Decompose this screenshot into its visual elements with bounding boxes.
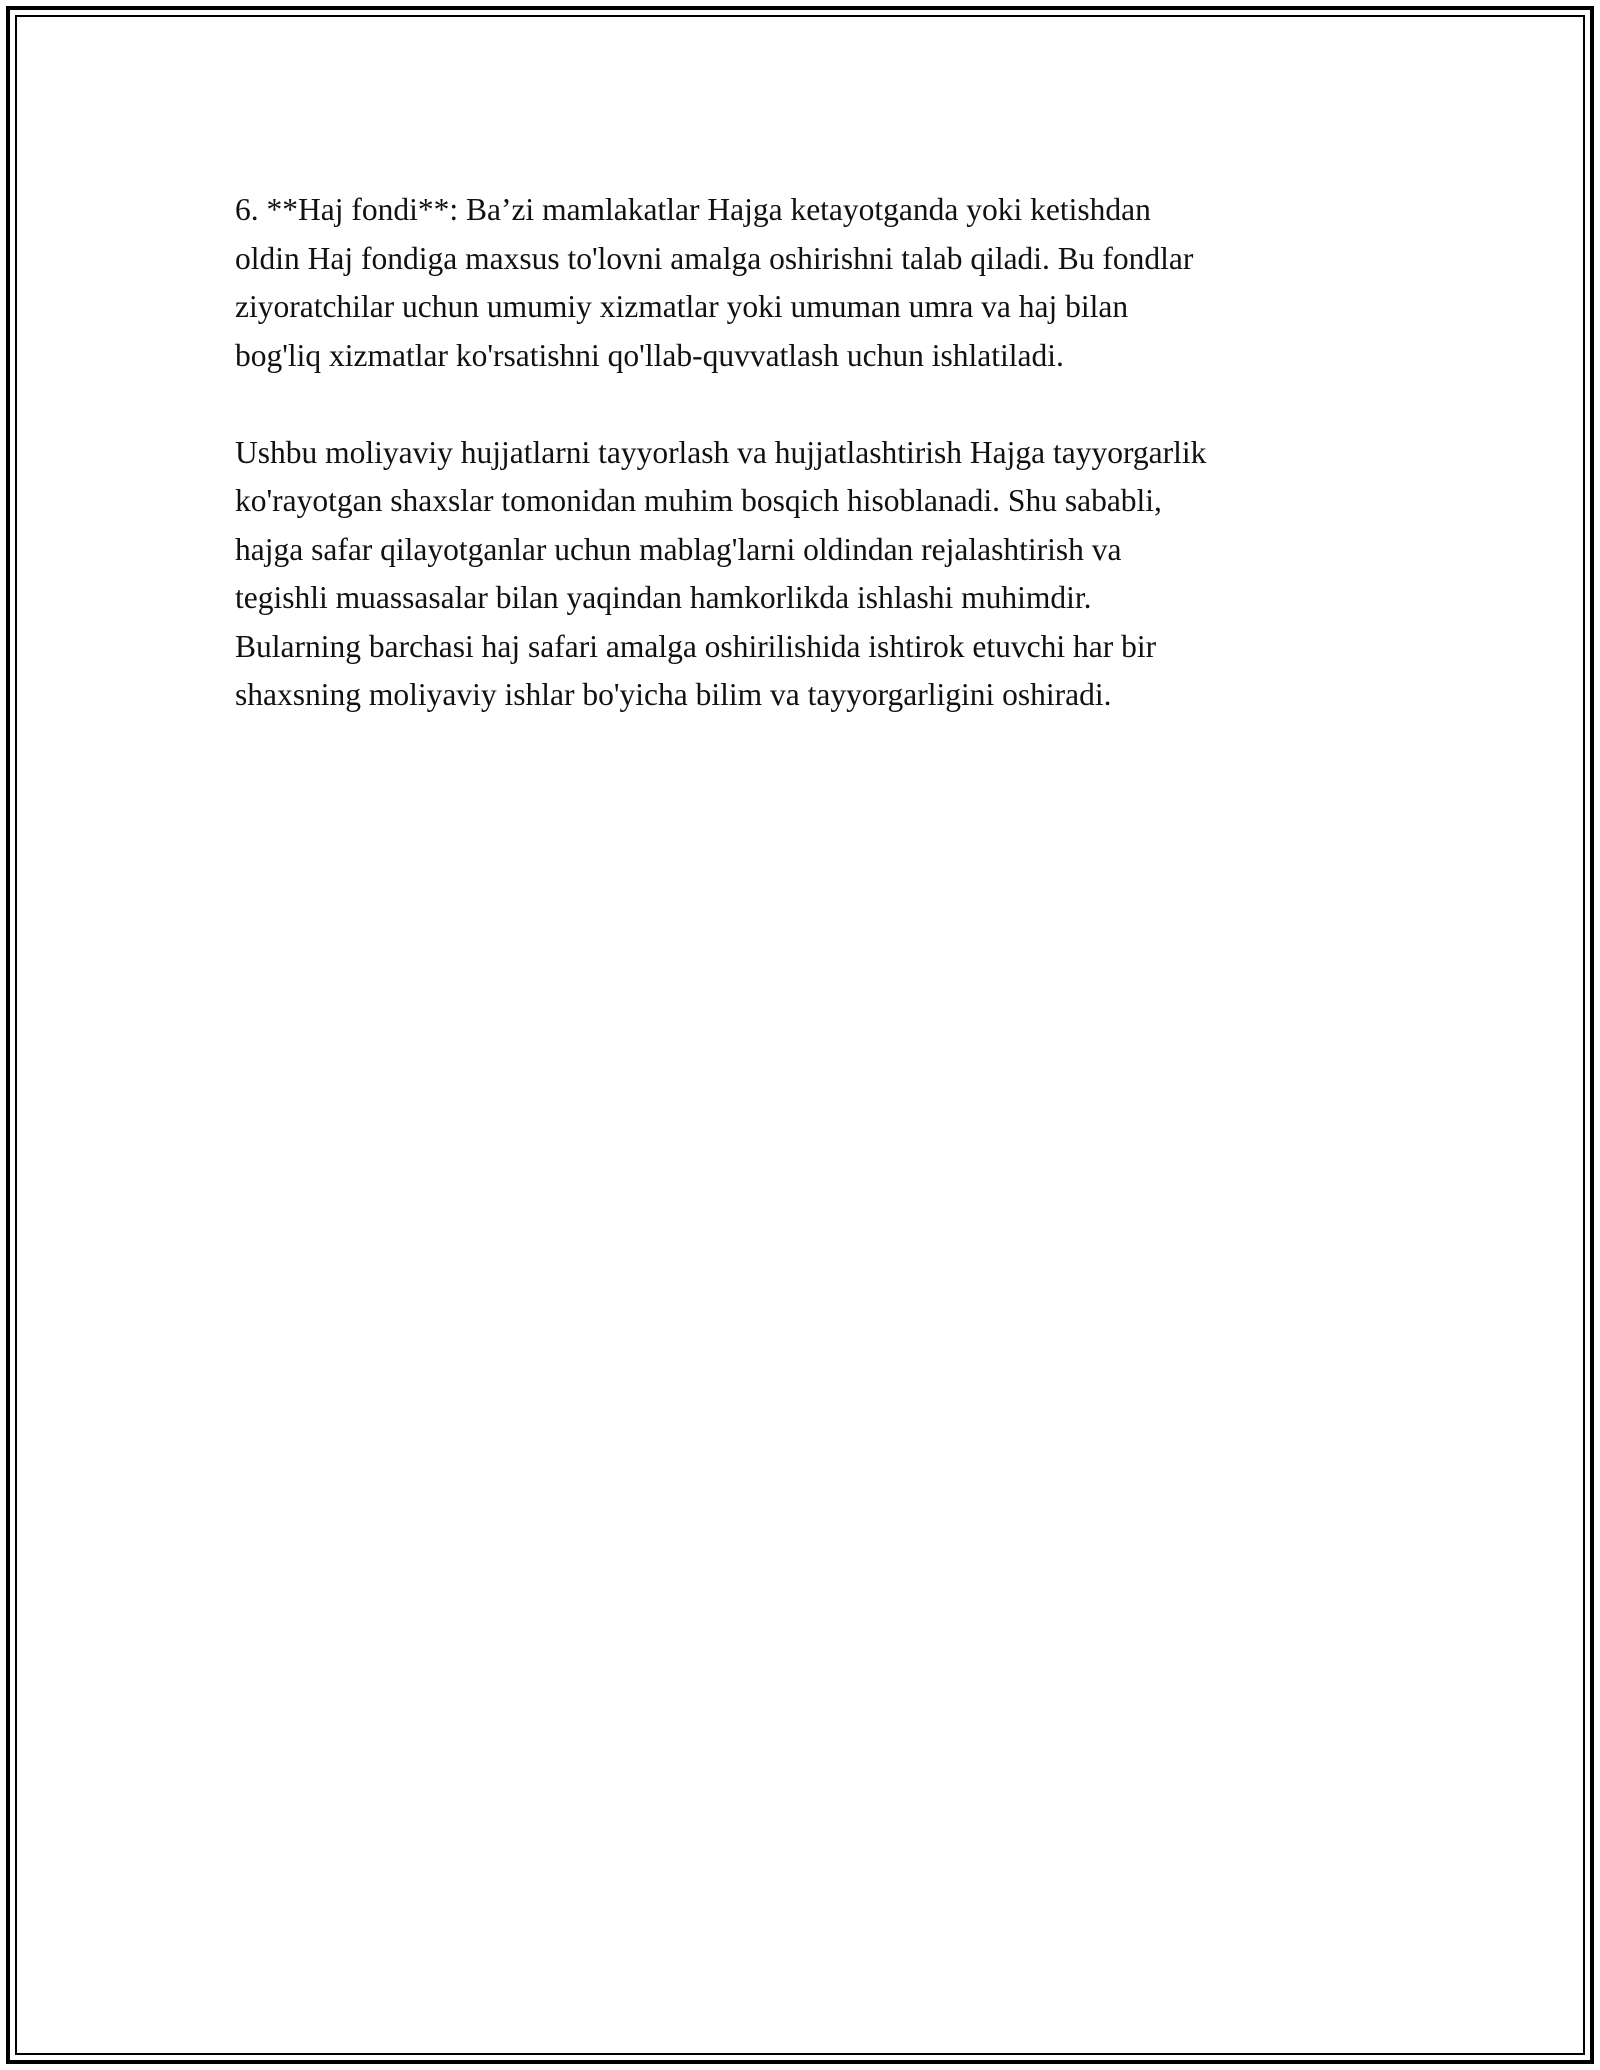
document-body [235, 186, 1395, 768]
paragraph-haj-fondi [235, 186, 1395, 380]
paragraph-summary [235, 429, 1395, 720]
text-line: 6. **Haj fondi**: Ba’zi mamlakatlar Hajga ketayotganda yoki ketishdan [235, 192, 1151, 227]
text-line: ziyoratchilar uchun umumiy xizmatlar yoki umuman umra va haj bilan [235, 289, 1129, 324]
text-line: Ushbu moliyaviy hujjatlarni tayyorlash va hujjatlashtirish Hajga tayyorgarlik [235, 434, 1207, 470]
text-line: hajga safar qilayotganlar uchun mablag'larni oldindan rejalashtirish va [235, 531, 1122, 567]
text-line: shaxsning moliyaviy ishlar bo'yicha bilim va tayyorgarligini oshiradi. [235, 677, 1112, 712]
text-line: bog'liq xizmatlar ko'rsatishni qo'llab-quvvatlash uchun ishlatiladi. [235, 337, 1064, 373]
text-line: Bularning barchasi haj safari amalga oshirilishida ishtirok etuvchi har bir [235, 628, 1157, 664]
text-line: ko'rayotgan shaxslar tomonidan muhim bosqich hisoblanadi. Shu sababli, [235, 483, 1162, 518]
text-line: oldin Haj fondiga maxsus to'lovni amalga oshirishni talab qiladi. Bu fondlar [235, 240, 1194, 276]
text-line: tegishli muassasalar bilan yaqindan hamkorlikda ishlashi muhimdir. [235, 580, 1092, 615]
